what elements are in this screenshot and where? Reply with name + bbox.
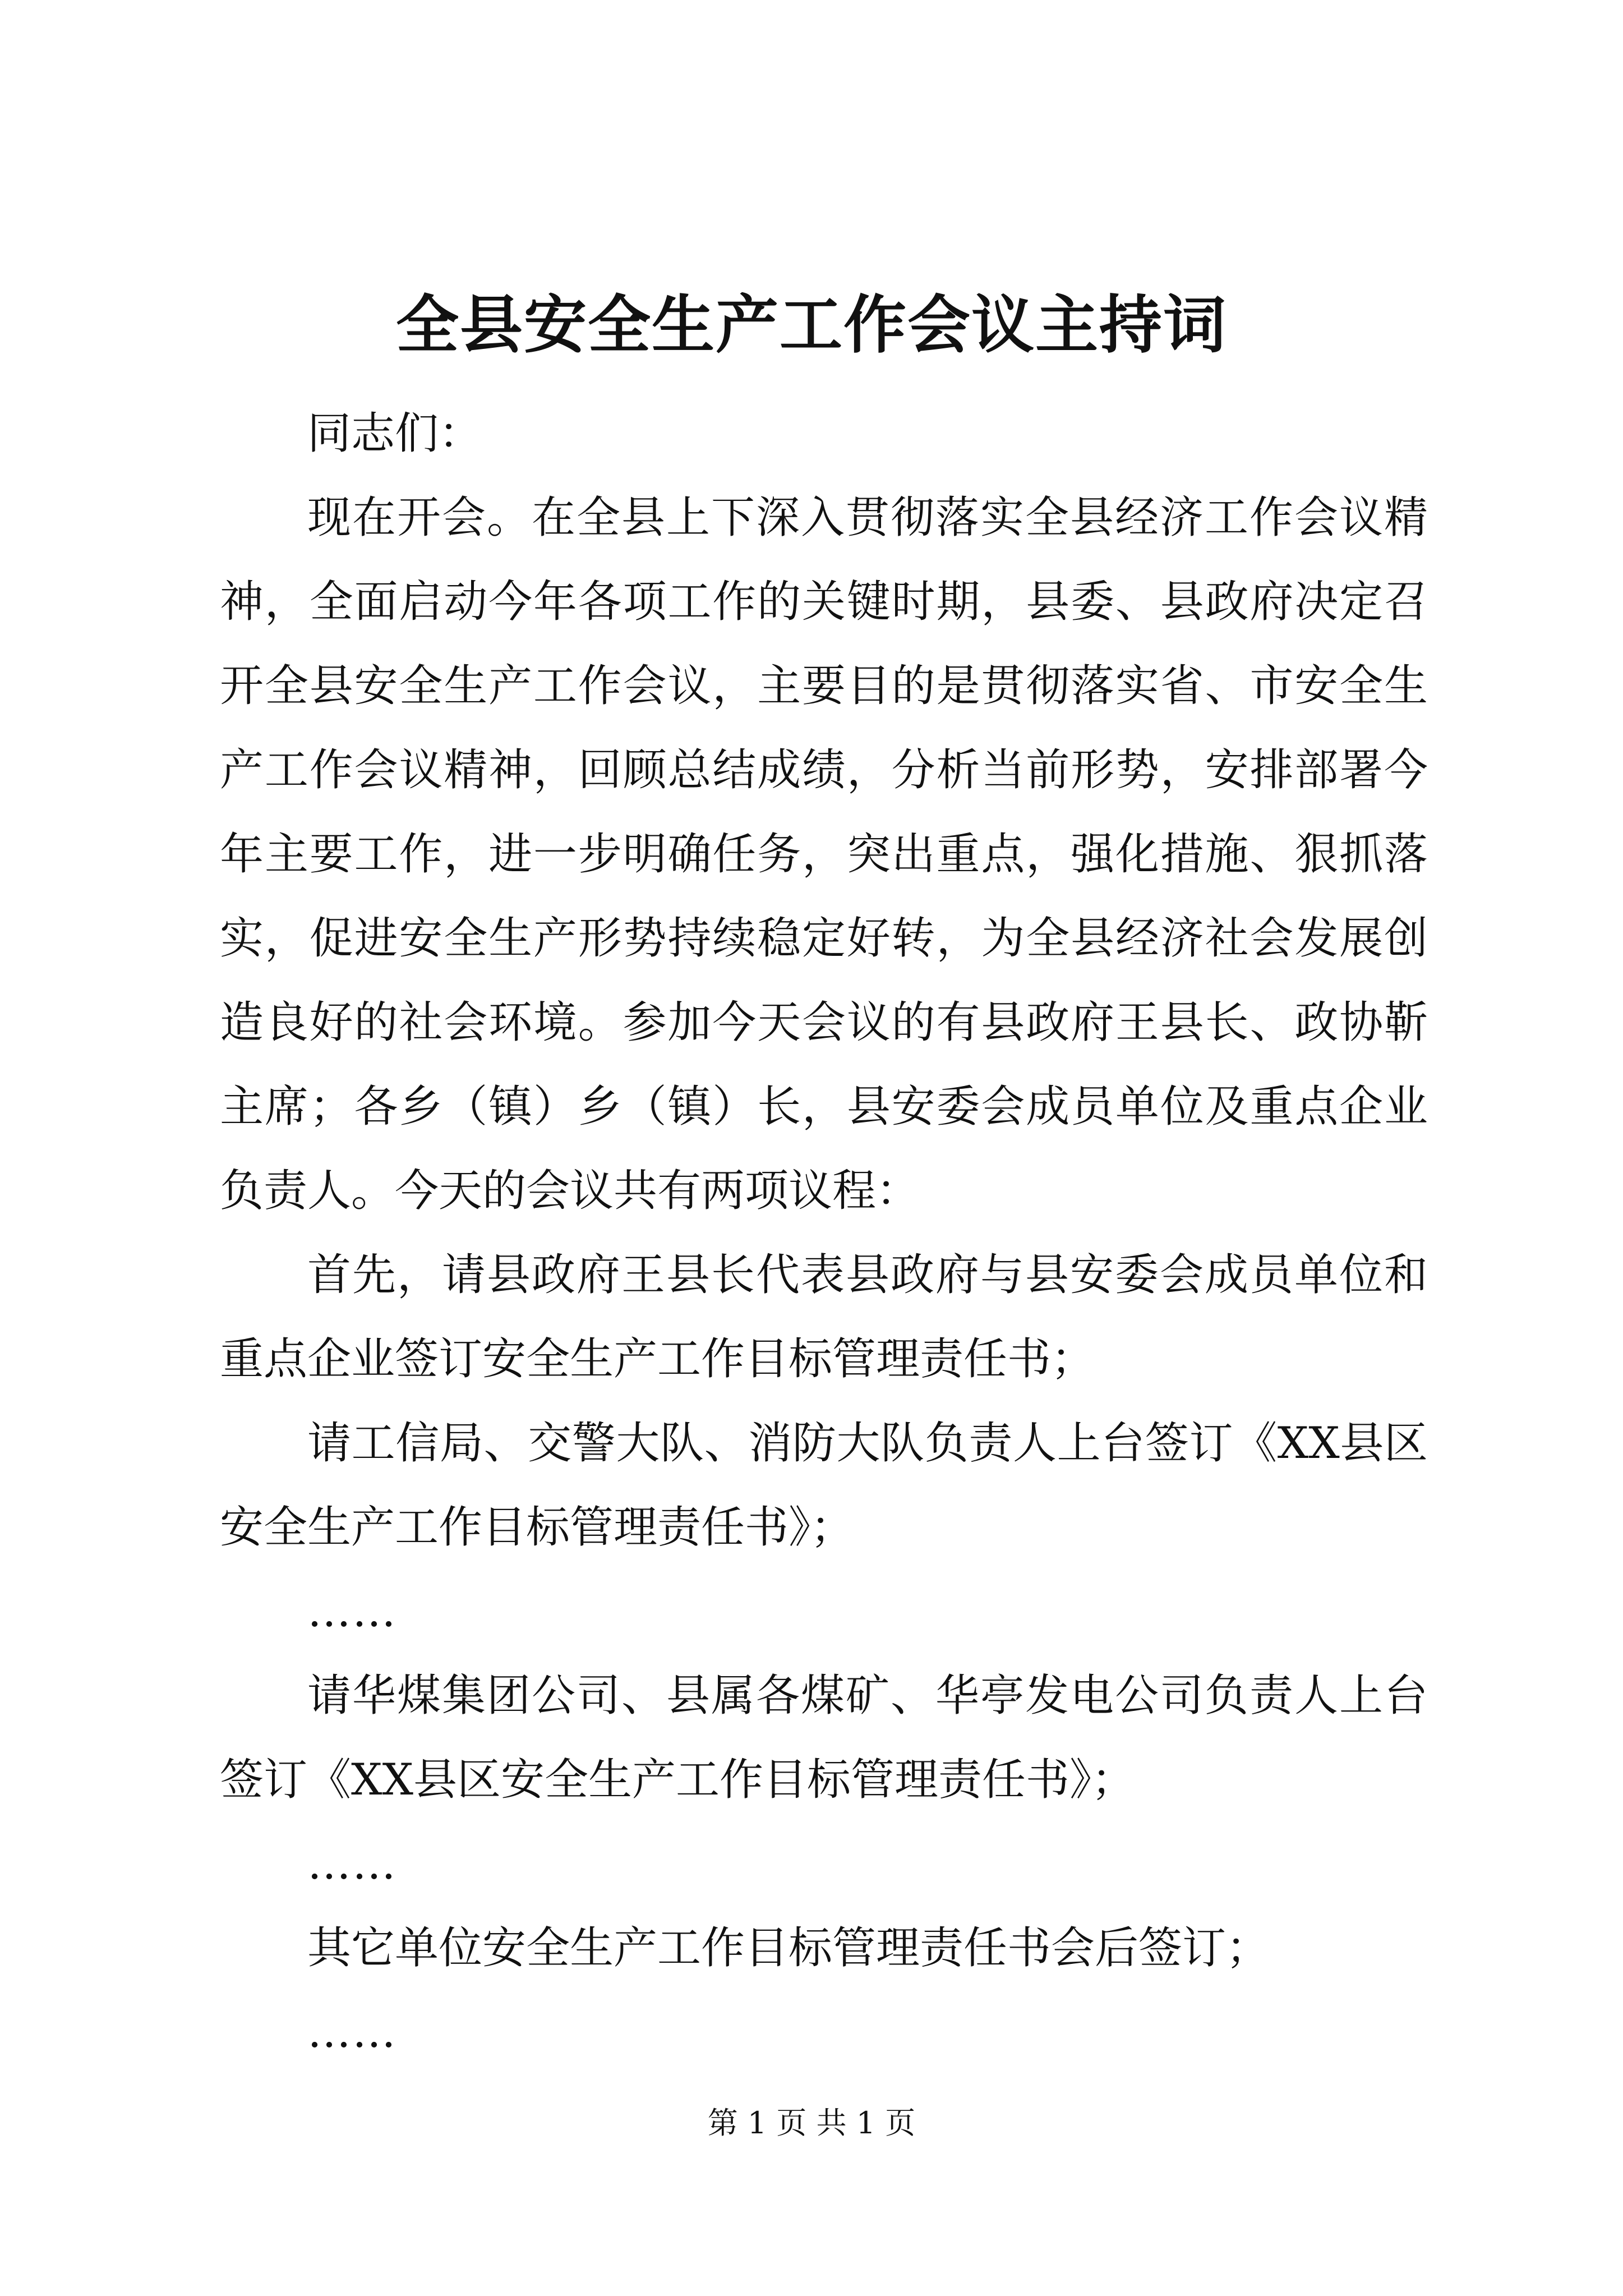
opening-paragraph: 现在开会。在全县上下深入贯彻落实全县经济工作会议精神，全面启动今年各项工作的关键时期，县委、县政府决定召开全县安全生产工作会议，主要目的是贯彻落实省、市安全生产工作会议精神，回顾总结成绩，分析当前形势，安排部署今年主要工作，进一步明确任务，突出重点，强化措施、狠抓落实，促进安全生产形势持续稳定好转，为全县经济社会发展创造良好的社会环境。参加今天会议的有县政府王县长、政协靳主席；各乡（镇）乡（镇）长，县安委会成员单位及重点企业负责人。今天的会议共有两项议程：	[220, 493, 1428, 1216]
salutation-paragraph: 同志们：	[307, 408, 483, 459]
agenda-item-paragraph: 其它单位安全生产工作目标管理责任书会后签订；	[307, 1923, 1270, 1973]
ellipsis-paragraph: ……	[307, 1586, 397, 1637]
page-number-footer: 第 1 页 共 1 页	[707, 2105, 916, 2141]
agenda-item-paragraph: 请华煤集团公司、县属各煤矿、华亭发电公司负责人上台签订《XX县区安全生产工作目标管理责任书》；	[220, 1671, 1428, 1805]
agenda-item-paragraph: 请工信局、交警大队、消防大队负责人上台签订《XX县区安全生产工作目标管理责任书》；	[220, 1418, 1428, 1553]
document-body	[220, 392, 1428, 2074]
document-title: 全县安全生产工作会议主持词	[396, 288, 1227, 362]
agenda-item-paragraph: 首先，请县政府王县长代表县政府与县安委会成员单位和重点企业签订安全生产工作目标管理责任书；	[220, 1250, 1428, 1384]
ellipsis-paragraph: ……	[307, 1839, 397, 1889]
ellipsis-paragraph: ……	[307, 2007, 397, 2058]
